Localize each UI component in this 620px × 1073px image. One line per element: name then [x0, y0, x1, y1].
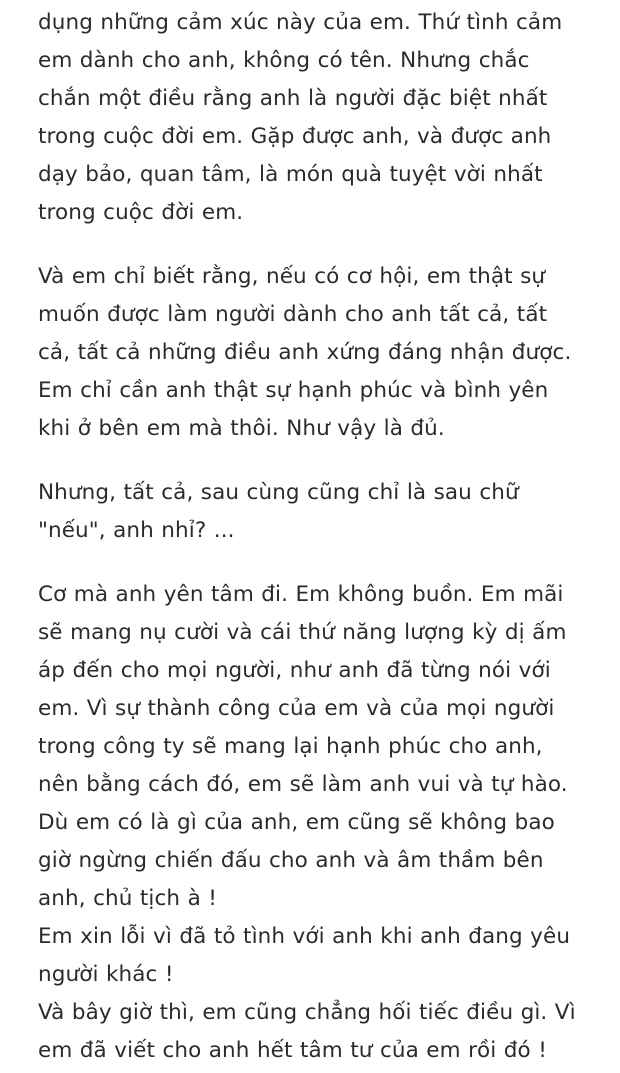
paragraph: Và bây giờ thì, em cũng chẳng hối tiếc điều gì. Vì em đã viết cho anh hết tâm tư của em rồi đó ! [38, 1000, 576, 1063]
paragraph: Và em chỉ biết rằng, nếu có cơ hội, em thật sự muốn được làm người dành cho anh tất cả, tất cả, tất cả những điều anh xứng đáng nhận được. Em chỉ cần anh thật sự hạnh phúc và bình yên khi ở bên em mà thôi. Như vậy là đủ. [38, 264, 572, 441]
paragraph: Em xin lỗi vì đã tỏ tình với anh khi anh đang yêu người khác ! [38, 924, 571, 987]
letter-body [38, 0, 582, 1070]
paragraph: dụng những cảm xúc này của em. Thứ tình cảm em dành cho anh, không có tên. Nhưng chắc chắn một điều rằng anh là người đặc biệt nhất trong cuộc đời em. Gặp được anh, và được anh dạy bảo, quan tâm, là món quà tuyệt vời nhất trong cuộc đời em. [38, 10, 563, 225]
paragraph: Cơ mà anh yên tâm đi. Em không buồn. Em mãi sẽ mang nụ cười và cái thứ năng lượng kỳ dị ấm áp đến cho mọi người, như anh đã từng nói với em. Vì sự thành công của em và của mọi người trong công ty sẽ mang lại hạnh phúc cho anh, nên bằng cách đó, em sẽ làm anh vui và tự hào. Dù em có là gì của anh, em cũng sẽ không bao giờ ngừng chiến đấu cho anh và âm thầm bên anh, chủ tịch à ! [38, 582, 568, 911]
paragraph: Nhưng, tất cả, sau cùng cũng chỉ là sau chữ "nếu", anh nhỉ? ... [38, 480, 519, 543]
